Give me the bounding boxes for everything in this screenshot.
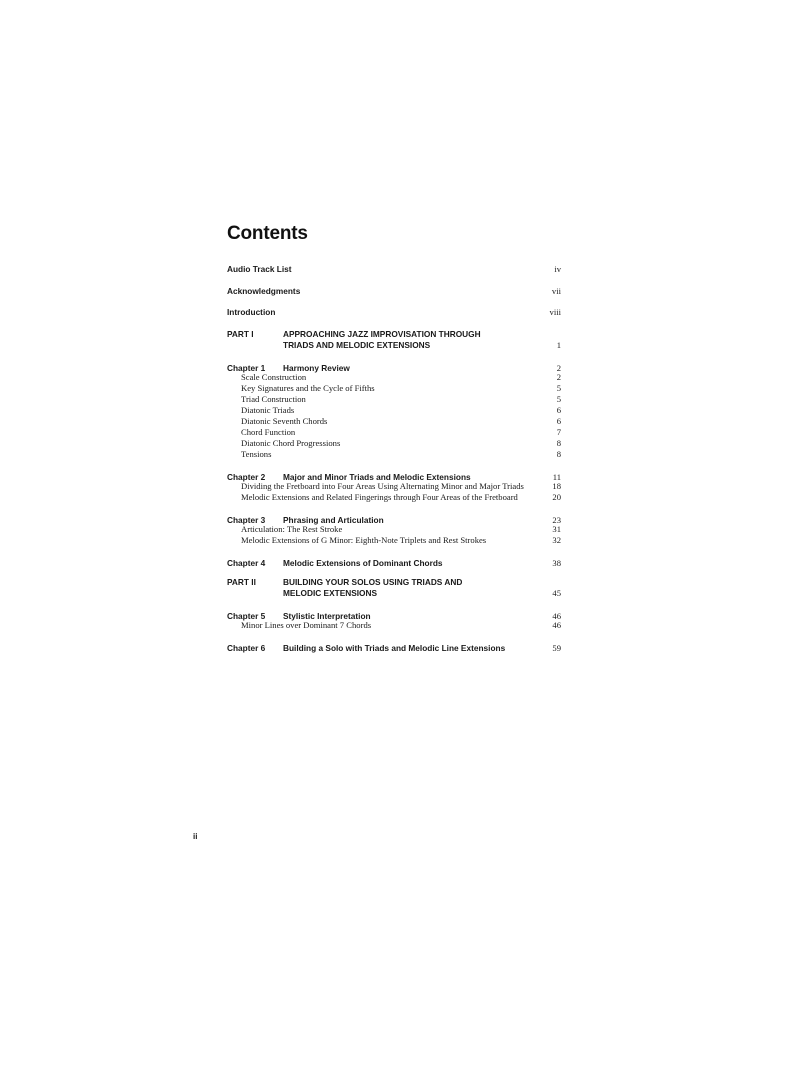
chapter-heading[interactable]	[227, 556, 561, 567]
part-label: PART I	[227, 328, 254, 339]
part-label: PART II	[227, 576, 256, 587]
section-title: Diatonic Triads	[241, 404, 295, 415]
chapter-title: Major and Minor Triads and Melodic Extensions	[283, 471, 471, 482]
chapter-title: Phrasing and Articulation	[283, 514, 384, 525]
part-title-line-2: MELODIC EXTENSIONS	[283, 587, 378, 598]
section-entry[interactable]	[227, 383, 561, 394]
chapter-title: Building a Solo with Triads and Melodic Line Extensions	[283, 642, 506, 653]
section-title: Triad Construction	[241, 393, 306, 404]
section-entry[interactable]	[227, 394, 561, 405]
section-entry[interactable]	[227, 405, 561, 416]
entry-page: iv	[554, 264, 561, 274]
toc-entry-introduction[interactable]	[227, 307, 561, 318]
section-title: Melodic Extensions of G Minor: Eighth-Note Triplets and Rest Strokes	[241, 534, 487, 545]
section-entry[interactable]	[227, 524, 561, 535]
section-title: Diatonic Chord Progressions	[241, 437, 341, 448]
table-of-contents	[227, 264, 561, 662]
part-page: 1	[556, 339, 561, 350]
section-page: 8	[556, 448, 561, 459]
page-folio: ii	[193, 832, 198, 841]
chapter-page: 23	[552, 514, 561, 525]
toc-chapter-4	[227, 556, 561, 567]
chapter-label: Chapter 4	[227, 557, 266, 568]
chapter-heading[interactable]	[227, 641, 561, 652]
toc-chapter-3	[227, 513, 561, 546]
section-title: Dividing the Fretboard into Four Areas Using Alternating Minor and Major Triads	[241, 480, 524, 491]
toc-entry-acknowledgments[interactable]	[227, 286, 561, 297]
chapter-title: Melodic Extensions of Dominant Chords	[283, 557, 443, 568]
section-page: 6	[556, 404, 561, 415]
chapter-label: Chapter 3	[227, 514, 266, 525]
chapter-label: Chapter 1	[227, 362, 266, 373]
section-entry[interactable]	[227, 416, 561, 427]
section-title: Scale Construction	[241, 371, 307, 382]
chapter-heading[interactable]	[227, 513, 561, 524]
section-page: 46	[552, 619, 561, 630]
section-title: Chord Function	[241, 426, 296, 437]
part-title-line-1: APPROACHING JAZZ IMPROVISATION THROUGH	[283, 328, 481, 339]
chapter-page: 38	[552, 557, 561, 568]
chapter-heading[interactable]	[227, 470, 561, 481]
chapter-page: 2	[556, 362, 561, 373]
section-entry[interactable]	[227, 481, 561, 492]
chapter-label: Chapter 5	[227, 610, 266, 621]
section-title: Key Signatures and the Cycle of Fifths	[241, 382, 375, 393]
chapter-heading[interactable]	[227, 361, 561, 372]
chapter-page: 11	[552, 471, 561, 482]
section-title: Tensions	[241, 448, 272, 459]
section-page: 31	[552, 523, 561, 534]
section-entry[interactable]	[227, 492, 561, 503]
section-title: Minor Lines over Dominant 7 Chords	[241, 619, 372, 630]
section-page: 8	[556, 437, 561, 448]
toc-chapter-6	[227, 641, 561, 652]
section-entry[interactable]	[227, 427, 561, 438]
section-entry[interactable]	[227, 535, 561, 546]
part-title-line-1: BUILDING YOUR SOLOS USING TRIADS AND	[283, 576, 463, 587]
section-title: Diatonic Seventh Chords	[241, 415, 328, 426]
page-title: Contents	[227, 223, 308, 244]
part-title-line-2: TRIADS AND MELODIC EXTENSIONS	[283, 339, 431, 350]
section-entry[interactable]	[227, 438, 561, 449]
chapter-title: Stylistic Interpretation	[283, 610, 371, 621]
section-page: 32	[552, 534, 561, 545]
section-entry[interactable]	[227, 372, 561, 383]
section-page: 5	[556, 393, 561, 404]
toc-entry-audio-track-list[interactable]	[227, 264, 561, 275]
chapter-title: Harmony Review	[283, 362, 350, 373]
entry-page: vii	[551, 285, 561, 296]
toc-chapter-1	[227, 361, 561, 460]
section-title: Articulation: The Rest Stroke	[241, 523, 343, 534]
chapter-page: 46	[552, 610, 561, 621]
section-entry[interactable]	[227, 620, 561, 631]
toc-part-2[interactable]	[227, 577, 561, 599]
entry-title: Audio Track List	[227, 264, 292, 274]
chapter-label: Chapter 2	[227, 471, 266, 482]
toc-chapter-5	[227, 609, 561, 631]
section-page: 20	[552, 491, 561, 502]
section-page: 7	[556, 426, 561, 437]
chapter-page: 59	[552, 642, 561, 653]
chapter-label: Chapter 6	[227, 642, 266, 653]
chapter-heading[interactable]	[227, 609, 561, 620]
part-page: 45	[552, 587, 561, 598]
section-page: 2	[556, 371, 561, 382]
section-page: 6	[556, 415, 561, 426]
section-entry[interactable]	[227, 449, 561, 460]
entry-page: viii	[549, 307, 561, 317]
section-page: 5	[556, 382, 561, 393]
section-title: Melodic Extensions and Related Fingerings through Four Areas of the Fretboard	[241, 491, 518, 502]
toc-part-1[interactable]	[227, 329, 561, 351]
toc-chapter-2	[227, 470, 561, 503]
entry-title: Introduction	[227, 307, 276, 317]
section-page: 18	[552, 480, 561, 491]
entry-title: Acknowledgments	[227, 285, 301, 296]
